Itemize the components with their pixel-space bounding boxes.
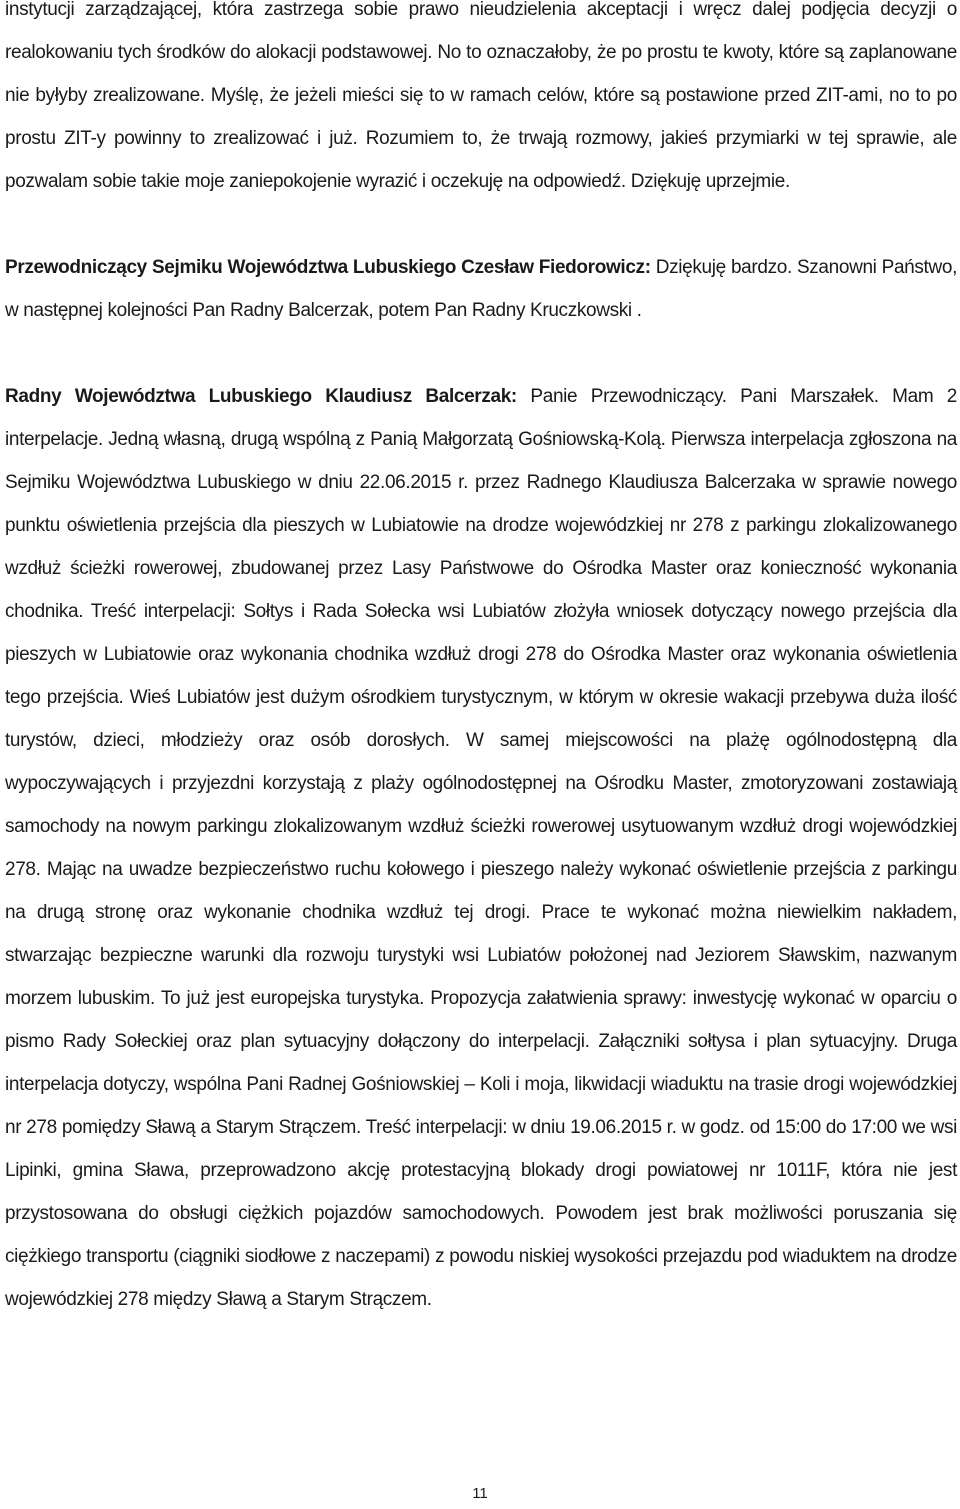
statement-chairman — [5, 246, 957, 332]
speaker-name: Radny Województwa Lubuskiego Klaudiusz Balcerzak: — [5, 386, 517, 407]
statement-councillor — [5, 375, 957, 1321]
statement-text: Panie Przewodniczący. Pani Marszałek. Mam 2 interpelacje. Jedną własną, drugą wspólną z Panią Małgorzatą Gośniowską-Kolą. Pierwsza interpelacja zgłoszona na Sejmiku Województwa Lubuskiego w dniu 22.06.2015 r. przez Radnego Klaudiusza Balcerzaka w sprawie nowego punktu oświetlenia przejścia dla pieszych w Lubiatowie na drodze wojewódzkiej nr 278 z parkingu zlokalizowanego wzdłuż ścieżki rowerowej, zbudowanej przez Lasy Państwowe do Ośrodka Master oraz konieczność wykonania chodnika. Treść interpelacji: Sołtys i Rada Sołecka wsi Lubiatów złożyła wniosek dotyczący nowego przejścia dla pieszych w Lubiatowie oraz wykonania chodnika wzdłuż drogi 278 do Ośrodka Master oraz wykonania oświetlenia tego przejścia. Wieś Lubiatów jest dużym ośrodkiem turystycznym, w którym w okresie wakacji przebywa duża ilość turystów, dzieci, młodzieży oraz osób dorosłych. W samej miejscowości na plażę ogólnodostępną dla wypoczywających i przyjezdni korzystają z plaży ogólnodostępnej na Ośrodku Master, zmotoryzowani zostawiają samochody na nowym parkingu zlokalizowanym wzdłuż ścieżki rowerowej usytuowanym wzdłuż drogi wojewódzkiej 278. Mając na uwadze bezpieczeństwo ruchu kołowego i pieszego należy wykonać oświetlenie przejścia z parkingu na drugą stronę oraz wykonanie chodnika wzdłuż tej drogi. Prace te wykonać można niewielkim nakładem, stwarzając bezpieczne warunki dla rozwoju turystyki wsi Lubiatów położonej nad Jeziorem Sławskim, nazwanym morzem lubuskim. To już jest europejska turystyka. Propozycja załatwienia sprawy: inwestycję wykonać w oparciu o pismo Rady Sołeckiej oraz plan sytuacyjny dołączony do interpelacji. Załączniki sołtysa i plan sytuacyjny. Druga interpelacja dotyczy, wspólna Pani Radnej Gośniowskiej – Koli i moja, likwidacji wiaduktu na trasie drogi wojewódzkiej nr 278 pomiędzy Sławą a Starym Strączem. Treść interpelacji: w dniu 19.06.2015 r. w godz. od 15:00 do 17:00 we wsi Lipinki, gmina Sława, przeprowadzono akcję protestacyjną blokady drogi powiatowej nr 1011F, która nie jest przystosowana do obsługi ciężkich pojazdów samochodowych. Powodem jest brak możliwości poruszania się ciężkiego transportu (ciągniki siodłowe z naczepami) z powodu niskiej wysokości przejazdu pod wiaduktem na drodze wojewódzkiej 278 między Sławą a Starym Strączem. — [5, 386, 958, 1310]
paragraph-continuation: instytucji zarządzającej, która zastrzega sobie prawo nieudzielenia akceptacji i wręcz dalej podjęcia decyzji o realokowaniu tych środków do alokacji podstawowej. No to oznaczałoby, że po prostu te kwoty, które są zaplanowane nie byłyby zrealizowane. Myślę, że jeżeli mieści się to w ramach celów, które są postawione przed ZIT-ami, no to po prostu ZIT-y powinny to zrealizować i już. Rozumiem to, że trwają rozmowy, jakieś przymiarki w tej sprawie, ale pozwalam sobie takie moje zaniepokojenie wyrazić i oczekuję na odpowiedź. Dziękuję uprzejmie. — [5, 0, 957, 192]
page-number: 11 — [472, 1485, 488, 1502]
statement-text: Dziękuję bardzo. Szanowni Państwo, w następnej kolejności Pan Radny Balcerzak, potem Pan Radny Kruczkowski . — [5, 257, 957, 321]
document-body — [5, 0, 957, 1321]
speaker-name: Przewodniczący Sejmiku Województwa Lubuskiego Czesław Fiedorowicz: — [5, 257, 651, 278]
